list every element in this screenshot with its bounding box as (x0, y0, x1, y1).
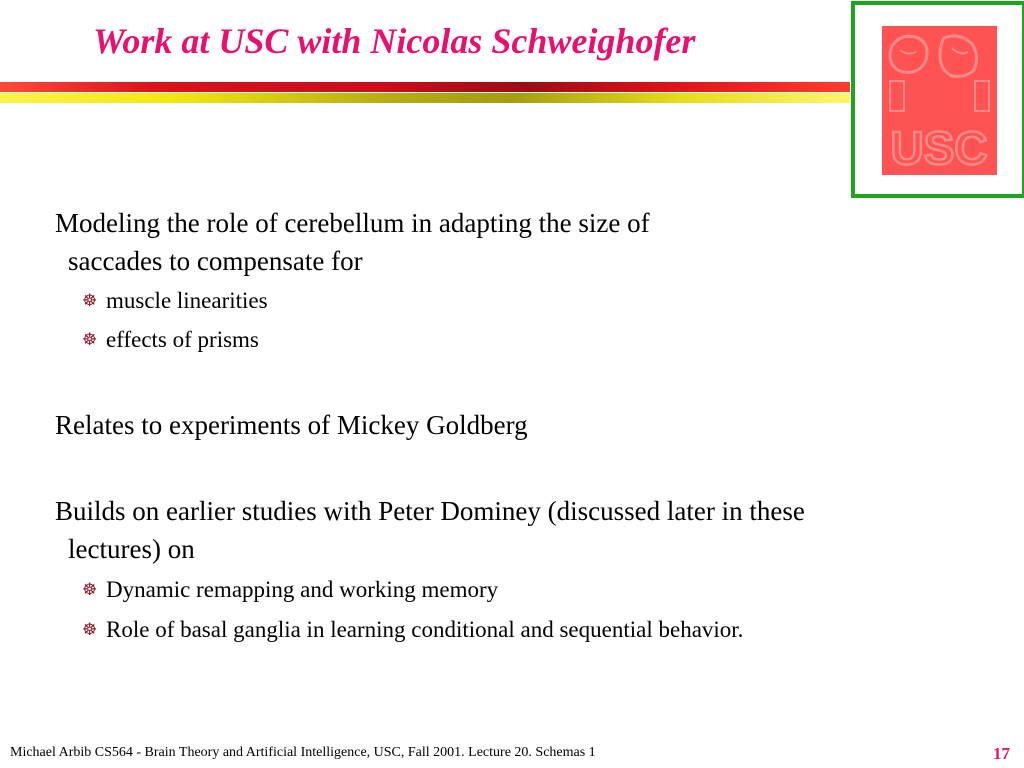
bullet-3-line1: Builds on earlier studies with Peter Dominey (discussed later in these (55, 496, 805, 526)
slide-footer: Michael Arbib CS564 - Brain Theory and Artificial Intelligence, USC, Fall 2001. Lecture 20. Schemas 1 (10, 745, 596, 760)
svg-text:USC: USC (890, 122, 988, 174)
bullet-2-line1: Relates to experiments of Mickey Goldberg (55, 410, 528, 440)
sub-bullet-text: Dynamic remapping and working memory (106, 577, 499, 602)
dharma-wheel-icon: ☸ (82, 580, 98, 599)
page-number: 17 (993, 744, 1010, 763)
bullet-1 (55, 204, 955, 280)
sub-bullet-text: muscle linearities (106, 288, 268, 313)
bullet-3-line2: lectures) on (68, 534, 195, 564)
bullet-1-line2: saccades to compensate for (68, 246, 363, 276)
dharma-wheel-icon: ☸ (82, 330, 98, 349)
header-stripe-red (0, 82, 850, 92)
bullet-2 (55, 406, 955, 444)
usc-logo-frame (851, 1, 1024, 198)
sub-bullet (82, 286, 268, 316)
sub-bullet (82, 325, 259, 355)
bullet-3 (55, 492, 955, 568)
header-stripe-yellow (0, 93, 850, 103)
sub-bullet-text: Role of basal ganglia in learning conditional and sequential behavior. (106, 617, 744, 642)
sub-bullet-text: effects of prisms (106, 327, 259, 352)
dharma-wheel-icon: ☸ (82, 291, 98, 310)
slide-title: Work at USC with Nicolas Schweighofer (93, 21, 696, 61)
usc-logo (882, 26, 997, 175)
sub-bullet (82, 615, 743, 645)
sub-bullet (82, 575, 498, 605)
bullet-1-line1: Modeling the role of cerebellum in adapting the size of (55, 208, 650, 238)
usc-logo-icon (882, 26, 997, 175)
dharma-wheel-icon: ☸ (82, 620, 98, 639)
